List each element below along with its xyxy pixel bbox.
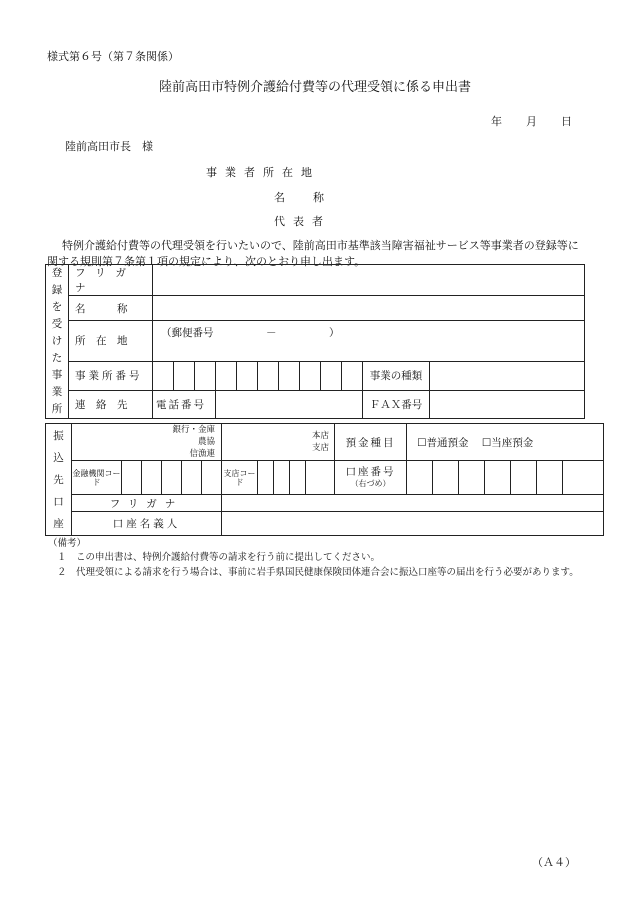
institution-code-box[interactable]: [202, 461, 222, 495]
institution-code-box[interactable]: [122, 461, 142, 495]
note-item: ２ 代理受領による請求を行う場合は、事前に岩手県国民健康保険団体連合会に振込口座等の届出を行う必要があります。: [57, 567, 579, 578]
phone-input[interactable]: [216, 390, 363, 418]
office-number-box[interactable]: [258, 362, 279, 390]
institution-code-box[interactable]: [182, 461, 202, 495]
date-year: 年: [491, 115, 502, 128]
branch-code-box[interactable]: [258, 461, 274, 495]
facility-address-input[interactable]: [153, 320, 585, 362]
institution-code-box[interactable]: [142, 461, 162, 495]
account-number-label: 口座番号 （右づめ）: [335, 461, 407, 495]
note-item: １ この申出書は、特例介護給付費等の請求を行う前に提出してください。: [57, 552, 381, 563]
ordinary-deposit-checkbox[interactable]: ☐普通預金: [417, 436, 469, 449]
applicant-address-label: 事業者所在地: [206, 166, 320, 179]
bank-table: [45, 423, 604, 536]
account-number-box[interactable]: [511, 461, 537, 495]
form-number: 様式第６号（第７条関係）: [47, 50, 179, 63]
business-type-input[interactable]: [430, 362, 585, 390]
branch-code-box[interactable]: [290, 461, 306, 495]
notes-heading: （備考）: [48, 538, 87, 549]
facility-address-label: 所 在 地: [69, 320, 153, 362]
account-number-box[interactable]: [459, 461, 485, 495]
document-title: 陸前高田市特例介護給付費等の代理受領に係る申出書: [158, 80, 471, 95]
office-number-box[interactable]: [153, 362, 174, 390]
office-number-box[interactable]: [195, 362, 216, 390]
applicant-representative-label: 代表者: [274, 215, 331, 228]
addressee: 陸前高田市長 様: [65, 140, 153, 153]
office-number-box[interactable]: [342, 362, 363, 390]
facility-name-input[interactable]: [153, 296, 585, 320]
office-number-box[interactable]: [174, 362, 195, 390]
office-number-label: 事業所番号: [69, 362, 153, 390]
facility-name-label: 名 称: [69, 296, 153, 320]
account-holder-input[interactable]: [222, 512, 604, 536]
institution-code-box[interactable]: [162, 461, 182, 495]
account-number-box[interactable]: [407, 461, 433, 495]
holder-furigana-label: フリガナ: [72, 495, 222, 512]
intro-text: 特例介護給付費等の代理受領を行いたいので、陸前高田市基準該当障害福祉サービス等事業者の登録等に関する規則第７条第１項の規定により、次のとおり申し出ます。: [47, 239, 579, 268]
office-number-box[interactable]: [237, 362, 258, 390]
bank-side-label: 振 込 先 口 座: [46, 424, 72, 536]
account-number-box[interactable]: [563, 461, 604, 495]
date-day: 日: [561, 115, 572, 128]
account-number-box[interactable]: [537, 461, 563, 495]
account-holder-label: 口座名義人: [72, 512, 222, 536]
contact-label: 連 絡 先: [69, 390, 153, 418]
current-deposit-checkbox[interactable]: ☐当座預金: [481, 436, 534, 449]
bank-type-cell[interactable]: 銀行・金庫 農協 信漁連: [72, 424, 222, 461]
paper-size: （Ａ４）: [532, 856, 576, 869]
date-month: 月: [526, 115, 537, 128]
deposit-type-options: [407, 424, 604, 461]
office-number-box[interactable]: [321, 362, 342, 390]
branch-code-box[interactable]: [306, 461, 335, 495]
date-line: [467, 116, 572, 127]
office-number-box[interactable]: [300, 362, 321, 390]
holder-furigana-input[interactable]: [222, 495, 604, 512]
account-number-box[interactable]: [433, 461, 459, 495]
applicant-name-label: 名称: [274, 191, 352, 204]
facility-side-label: 登 録 を 受 け た 事 業 所: [46, 265, 69, 419]
account-number-box[interactable]: [485, 461, 511, 495]
institution-code-label: 金融機関コード: [72, 461, 122, 495]
postal-code-label: （郵便番号 － ）: [161, 326, 340, 339]
facility-table: [45, 264, 585, 419]
fax-label: ＦＡＸ番号: [363, 390, 430, 418]
branch-code-box[interactable]: [274, 461, 290, 495]
fax-input[interactable]: [430, 390, 585, 418]
business-type-label: 事業の種類: [363, 362, 430, 390]
branch-code-label: 支店コード: [222, 461, 258, 495]
phone-label: 電話番号: [153, 390, 216, 418]
office-number-box[interactable]: [216, 362, 237, 390]
office-number-box[interactable]: [279, 362, 300, 390]
branch-type-cell[interactable]: 本店 支店: [222, 424, 335, 461]
facility-furigana-label: フリガナ: [69, 265, 153, 296]
deposit-type-label: 預金種目: [335, 424, 407, 461]
facility-furigana-input[interactable]: [153, 265, 585, 296]
